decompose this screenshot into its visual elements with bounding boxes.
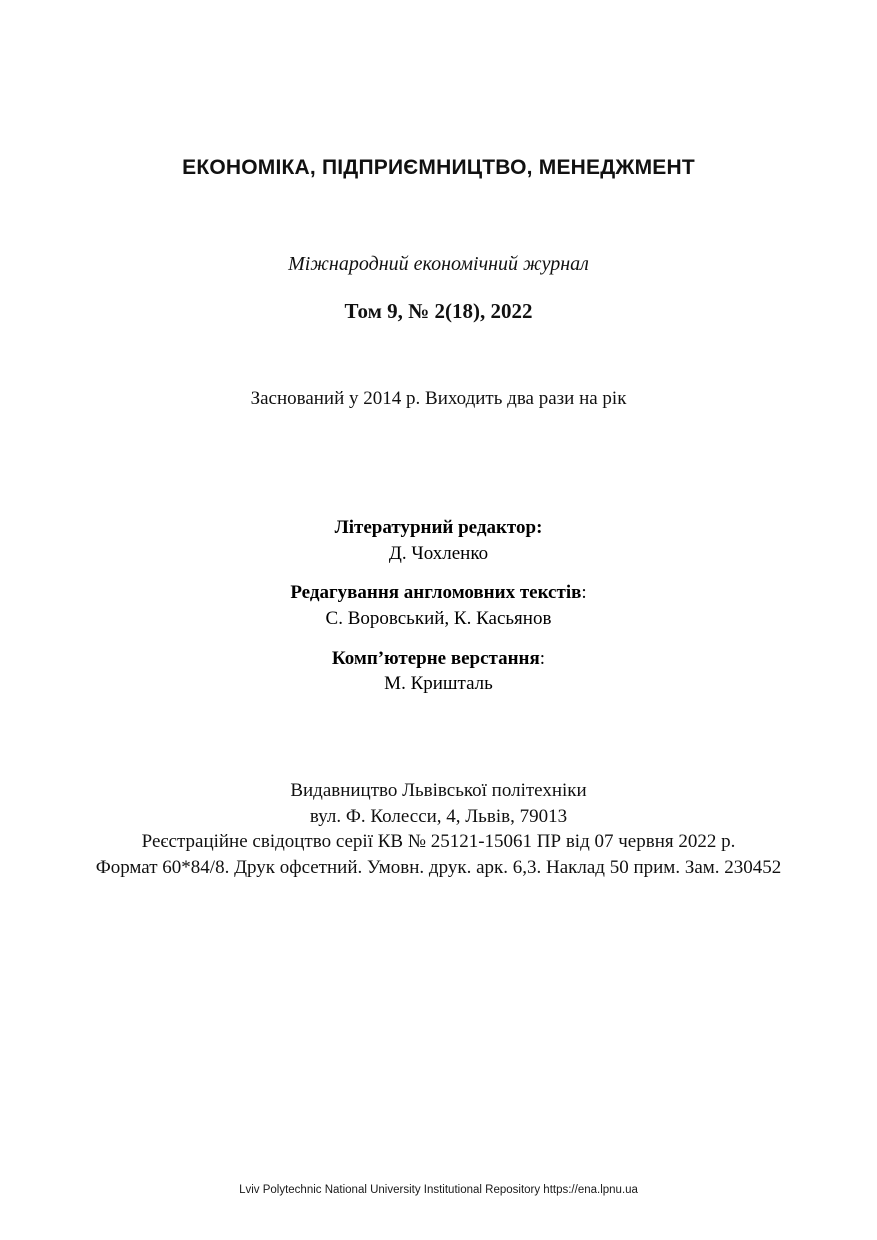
credit-role-colon: : (539, 647, 546, 669)
founded-note: Заснований у 2014 р. Виходить два рази на рік (250, 388, 627, 409)
credit-role-label: Літературний редактор: (334, 517, 543, 538)
credit-entry (0, 515, 877, 566)
credit-entry (0, 646, 877, 697)
credit-names: Д. Чохленко (388, 542, 489, 564)
credit-entry (0, 580, 877, 631)
imprint-line: Видавництво Львівської політехніки (290, 780, 587, 801)
volume-issue-line: Том 9, № 2(18), 2022 (344, 299, 533, 323)
imprint-line: вул. Ф. Колесси, 4, Львів, 79013 (309, 805, 568, 827)
page-title: ЕКОНОМІКА, ПІДПРИЄМНИЦТВО, МЕНЕДЖМЕНТ (182, 156, 695, 179)
imprint-line: Формат 60*84/8. Друк офсетний. Умовн. друк. арк. 6,3. Наклад 50 прим. Зам. 230452 (95, 856, 782, 878)
credits-section (0, 515, 877, 711)
imprint-line: Реєстраційне свідоцтво серії КВ № 25121-15061 ПР від 07 червня 2022 р. (141, 831, 736, 853)
credit-role-label (0, 580, 877, 606)
imprint-section (0, 778, 877, 881)
credit-role-text: Комп’ютерне верстання (331, 647, 540, 669)
credit-role-colon: : (581, 582, 587, 604)
credit-role-label (0, 646, 877, 672)
credit-names: С. Воровський, К. Касьянов (325, 607, 552, 629)
credit-role-text: Редагування англомовних текстів (290, 582, 582, 604)
journal-subtitle: Міжнародний економічний журнал (288, 253, 589, 275)
repository-footer: Lviv Polytechnic National University Institutional Repository https://ena.lpnu.ua (239, 1184, 638, 1196)
credit-names: М. Кришталь (384, 673, 493, 695)
